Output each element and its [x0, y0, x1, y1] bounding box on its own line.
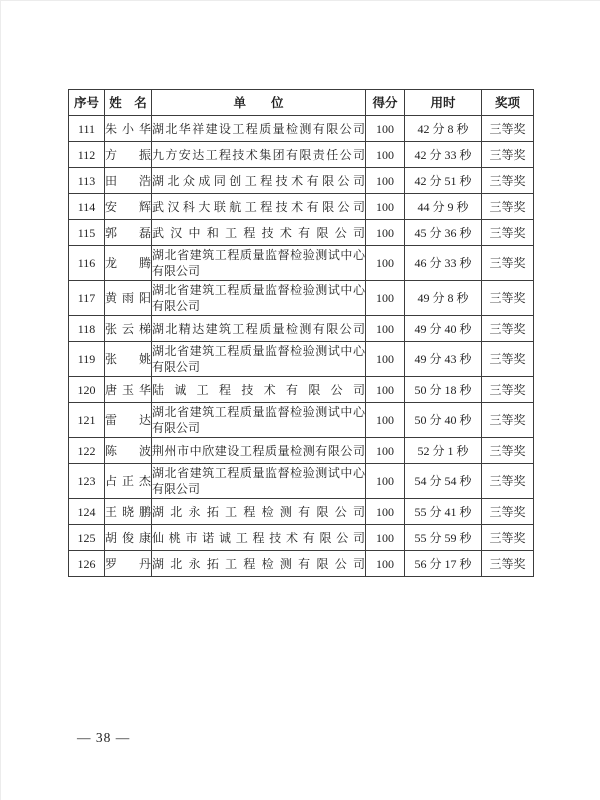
table-row — [69, 438, 534, 464]
cell-no: 116 — [69, 246, 105, 281]
cell-score: 100 — [366, 342, 405, 377]
cell-score: 100 — [366, 438, 405, 464]
cell-no: 119 — [69, 342, 105, 377]
cell-time: 49 分 40 秒 — [405, 316, 482, 342]
cell-award: 三等奖 — [482, 316, 534, 342]
cell-org: 湖北省建筑工程质量监督检验测试中心有限公司 — [152, 464, 366, 499]
cell-no: 121 — [69, 403, 105, 438]
cell-name: 张姚 — [105, 342, 152, 377]
cell-org: 湖北精达建筑工程质量检测有限公司 — [152, 316, 366, 342]
column-header-org: 单 位 — [152, 90, 366, 116]
table-row — [69, 281, 534, 316]
cell-time: 42 分 51 秒 — [405, 168, 482, 194]
cell-org: 湖北永拓工程检测有限公司 — [152, 499, 366, 525]
cell-score: 100 — [366, 281, 405, 316]
cell-no: 125 — [69, 525, 105, 551]
table-row — [69, 377, 534, 403]
cell-award: 三等奖 — [482, 525, 534, 551]
cell-time: 52 分 1 秒 — [405, 438, 482, 464]
cell-org: 湖北省建筑工程质量监督检验测试中心有限公司 — [152, 281, 366, 316]
cell-time: 54 分 54 秒 — [405, 464, 482, 499]
cell-time: 42 分 8 秒 — [405, 116, 482, 142]
cell-time: 45 分 36 秒 — [405, 220, 482, 246]
cell-time: 50 分 18 秒 — [405, 377, 482, 403]
cell-no: 122 — [69, 438, 105, 464]
cell-name: 雷达 — [105, 403, 152, 438]
cell-name: 胡俊康 — [105, 525, 152, 551]
cell-award: 三等奖 — [482, 342, 534, 377]
cell-time: 46 分 33 秒 — [405, 246, 482, 281]
results-table — [68, 89, 534, 577]
table-row — [69, 246, 534, 281]
cell-time: 56 分 17 秒 — [405, 551, 482, 577]
cell-no: 115 — [69, 220, 105, 246]
cell-no: 112 — [69, 142, 105, 168]
table-row — [69, 464, 534, 499]
table-row — [69, 316, 534, 342]
table-row — [69, 525, 534, 551]
cell-no: 124 — [69, 499, 105, 525]
cell-time: 44 分 9 秒 — [405, 194, 482, 220]
column-header-award: 奖项 — [482, 90, 534, 116]
table-header — [69, 90, 534, 116]
cell-org: 荆州市中欣建设工程质量检测有限公司 — [152, 438, 366, 464]
cell-award: 三等奖 — [482, 438, 534, 464]
cell-award: 三等奖 — [482, 194, 534, 220]
table-row — [69, 142, 534, 168]
cell-time: 55 分 59 秒 — [405, 525, 482, 551]
column-header-name: 姓 名 — [105, 90, 152, 116]
cell-score: 100 — [366, 194, 405, 220]
cell-score: 100 — [366, 168, 405, 194]
cell-score: 100 — [366, 316, 405, 342]
cell-award: 三等奖 — [482, 551, 534, 577]
column-header-time: 用时 — [405, 90, 482, 116]
table-row — [69, 220, 534, 246]
cell-org: 陆诚工程技术有限公司 — [152, 377, 366, 403]
cell-score: 100 — [366, 377, 405, 403]
cell-org: 湖北众成同创工程技术有限公司 — [152, 168, 366, 194]
cell-award: 三等奖 — [482, 464, 534, 499]
table-row — [69, 551, 534, 577]
cell-name: 安辉 — [105, 194, 152, 220]
cell-no: 126 — [69, 551, 105, 577]
cell-no: 117 — [69, 281, 105, 316]
cell-org: 武汉中和工程技术有限公司 — [152, 220, 366, 246]
cell-time: 55 分 41 秒 — [405, 499, 482, 525]
column-header-no: 序号 — [69, 90, 105, 116]
cell-name: 张云梯 — [105, 316, 152, 342]
cell-award: 三等奖 — [482, 281, 534, 316]
cell-award: 三等奖 — [482, 377, 534, 403]
cell-name: 朱小华 — [105, 116, 152, 142]
cell-org: 湖北华祥建设工程质量检测有限公司 — [152, 116, 366, 142]
cell-org: 湖北省建筑工程质量监督检验测试中心有限公司 — [152, 246, 366, 281]
cell-time: 42 分 33 秒 — [405, 142, 482, 168]
cell-no: 123 — [69, 464, 105, 499]
cell-name: 方振 — [105, 142, 152, 168]
cell-score: 100 — [366, 403, 405, 438]
cell-award: 三等奖 — [482, 168, 534, 194]
page-number: — 38 — — [77, 730, 131, 745]
cell-score: 100 — [366, 142, 405, 168]
cell-award: 三等奖 — [482, 499, 534, 525]
table-row — [69, 403, 534, 438]
cell-no: 114 — [69, 194, 105, 220]
cell-score: 100 — [366, 116, 405, 142]
cell-name: 田浩 — [105, 168, 152, 194]
cell-time: 49 分 8 秒 — [405, 281, 482, 316]
cell-award: 三等奖 — [482, 142, 534, 168]
cell-org: 仙桃市诺诚工程技术有限公司 — [152, 525, 366, 551]
cell-award: 三等奖 — [482, 403, 534, 438]
cell-name: 王晓鹏 — [105, 499, 152, 525]
cell-time: 50 分 40 秒 — [405, 403, 482, 438]
cell-score: 100 — [366, 246, 405, 281]
column-header-score: 得分 — [366, 90, 405, 116]
table-row — [69, 194, 534, 220]
cell-award: 三等奖 — [482, 220, 534, 246]
cell-name: 龙腾 — [105, 246, 152, 281]
cell-score: 100 — [366, 551, 405, 577]
table-row — [69, 168, 534, 194]
table-row — [69, 116, 534, 142]
cell-name: 唐玉华 — [105, 377, 152, 403]
cell-no: 118 — [69, 316, 105, 342]
cell-score: 100 — [366, 499, 405, 525]
cell-name: 郭磊 — [105, 220, 152, 246]
table-row — [69, 499, 534, 525]
cell-score: 100 — [366, 464, 405, 499]
cell-award: 三等奖 — [482, 116, 534, 142]
cell-name: 黄雨阳 — [105, 281, 152, 316]
cell-name: 罗丹 — [105, 551, 152, 577]
header-row — [69, 90, 534, 116]
cell-org: 九方安达工程技术集团有限责任公司 — [152, 142, 366, 168]
cell-time: 49 分 43 秒 — [405, 342, 482, 377]
table-body — [69, 116, 534, 577]
cell-org: 湖北省建筑工程质量监督检验测试中心有限公司 — [152, 403, 366, 438]
cell-no: 113 — [69, 168, 105, 194]
cell-name: 占正杰 — [105, 464, 152, 499]
cell-org: 湖北永拓工程检测有限公司 — [152, 551, 366, 577]
cell-score: 100 — [366, 220, 405, 246]
cell-no: 120 — [69, 377, 105, 403]
cell-award: 三等奖 — [482, 246, 534, 281]
cell-score: 100 — [366, 525, 405, 551]
cell-org: 武汉科大联航工程技术有限公司 — [152, 194, 366, 220]
cell-org: 湖北省建筑工程质量监督检验测试中心有限公司 — [152, 342, 366, 377]
table-row — [69, 342, 534, 377]
cell-no: 111 — [69, 116, 105, 142]
cell-name: 陈波 — [105, 438, 152, 464]
